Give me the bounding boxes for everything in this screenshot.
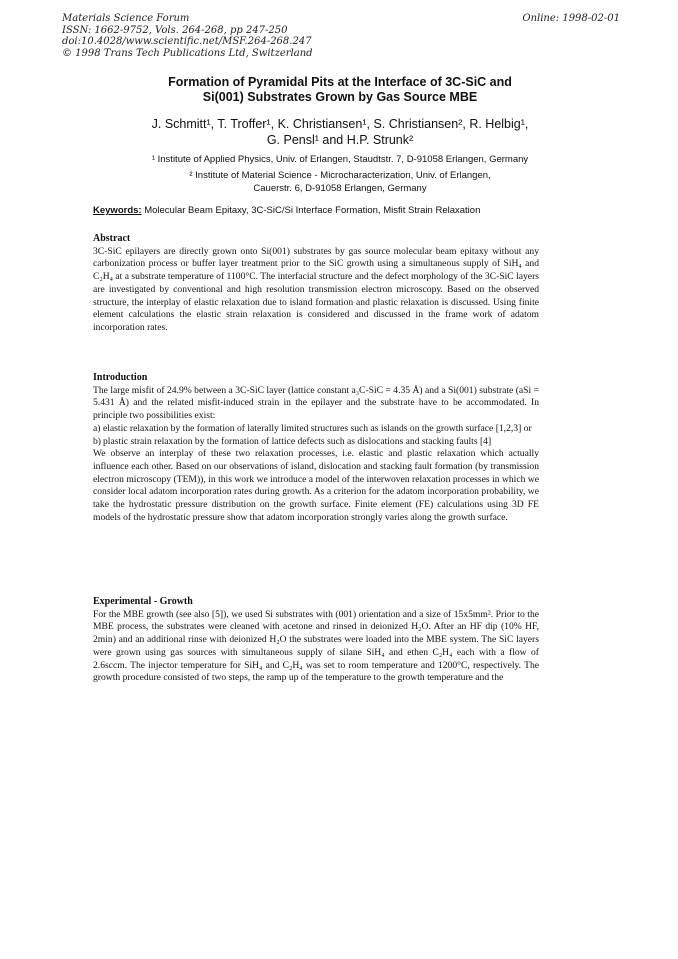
keywords [93,205,593,217]
journal-name: Materials Science Forum [62,13,190,24]
keywords-label: Keywords: [93,205,142,216]
affiliation-2-line-1: ² Institute of Material Science - Microcharacterization, Univ. of Erlangen, [189,170,491,181]
introduction-paragraph-2: We observe an interplay of these two relaxation processes, i.e. elastic and plastic relaxation which actually influence each other. Based on our observations of island, dislocation and stacking fault formation (by transmission electron microscopy (TEM)), in this work we introduce a model of the interwoven relaxation processes in which we consider local adatom incorporation rates during growth. As a criterion for the adatom incorporation probability, we take the hydrostatic pressure distribution on the growth surface. Finite element (FE) calculations using 3D FE models of the hydrostatic pressure show that adatom incorporation strongly varies along the growth surface. [93,448,539,523]
keywords-text: Molecular Beam Epitaxy, 3C-SiC/Si Interface Formation, Misfit Strain Relaxation [144,205,481,216]
issn-line: ISSN: 1662-9752, Vols. 264-268, pp 247-250 [62,24,288,36]
list-item-a [93,423,539,436]
experimental-section [93,596,539,685]
list-item-b-label: b) [93,435,101,447]
title-line-1: Formation of Pyramidal Pits at the Interface of 3C-SiC and [168,75,512,89]
introduction-section [93,372,539,524]
affiliation-2 [140,169,540,195]
abstract-heading: Abstract [93,233,131,244]
introduction-heading: Introduction [93,372,148,383]
paper-title [90,75,590,105]
doi-line: doi:10.4028/www.scientific.net/MSF.264-268.247 [62,36,312,47]
affiliation-1: ¹ Institute of Applied Physics, Univ. of Erlangen, Staudtstr. 7, D-91058 Erlangen, Germany [151,154,529,165]
introduction-paragraph-1: The large misfit of 24.9% between a 3C-SiC layer (lattice constant a₃C-SiC = 4.35 Å) and a Si(001) substrate (aSi = 5.431 Å) and the related misfit-induced strain in the epilayer and the substrate have to be accommodated. In principle two possibilities exist: [93,384,539,422]
abstract-section [93,233,539,335]
journal-header [62,13,382,59]
experimental-paragraph-1: For the MBE growth (see also [5]), we used Si substrates with (001) orientation and a size of 15x5mm². Prior to the MBE process, the substrates were cleaned with acetone and rinsed in deionized H₂O. After an HF dip (10% HF, 2min) and an additional rinse with deionized H₂O the substrates were loaded into the MBE system. The SiC layers were grown using gas sources with simultaneous supply of silane SiH₄ and ethen C₂H₄ each with a flow of 2.6sccm. The injector temperature for SiH₄ and C₂H₄ was set to room temperature and 1200°C, respectively. The growth procedure consisted of two steps, the ramp up of the temperature to the growth temperature and the [93,608,539,684]
list-item-b-text: plastic strain relaxation by the formation of lattice defects such as dislocations and stacking faults [4] [103,435,492,447]
experimental-heading: Experimental - Growth [93,596,193,607]
list-item-b [93,436,539,449]
list-item-a-label: a) [93,422,101,434]
online-date: Online: 1998-02-01 [522,13,620,24]
authors-line-2: G. Pensl¹ and H.P. Strunk² [266,133,414,147]
copyright-line: © 1998 Trans Tech Publications Ltd, Switzerland [62,47,313,59]
affiliation-2-line-2: Cauerstr. 6, D-91058 Erlangen, Germany [253,183,427,194]
authors-line-1: J. Schmitt¹, T. Troffer¹, K. Christiansen¹, S. Christiansen², R. Helbig¹, [151,117,529,131]
abstract-text: 3C-SiC epilayers are directly grown onto Si(001) substrates by gas source molecular beam epitaxy without any carbonization process or buffer layer treatment prior to the SiC growth using a simultaneous supply of SiH₄ and C₂H₄ at a substrate temperature of 1100°C. The interfacial structure and the defect morphology of the 3C-SiC layers are investigated by conventional and high resolution transmission electron microscopy. Based on the observed structure, the interplay of elastic relaxation due to island formation and plastic relaxation is discussed. Using finite element calculations the elastic strain relaxation is considered and discussed in the frame work of adatom incorporation rates. [93,245,539,333]
list-item-a-text: elastic relaxation by the formation of laterally limited structures such as islands on the growth surface [1,2,3] or [103,422,532,434]
author-list [90,116,590,148]
title-line-2: Si(001) Substrates Grown by Gas Source MBE [202,90,478,104]
